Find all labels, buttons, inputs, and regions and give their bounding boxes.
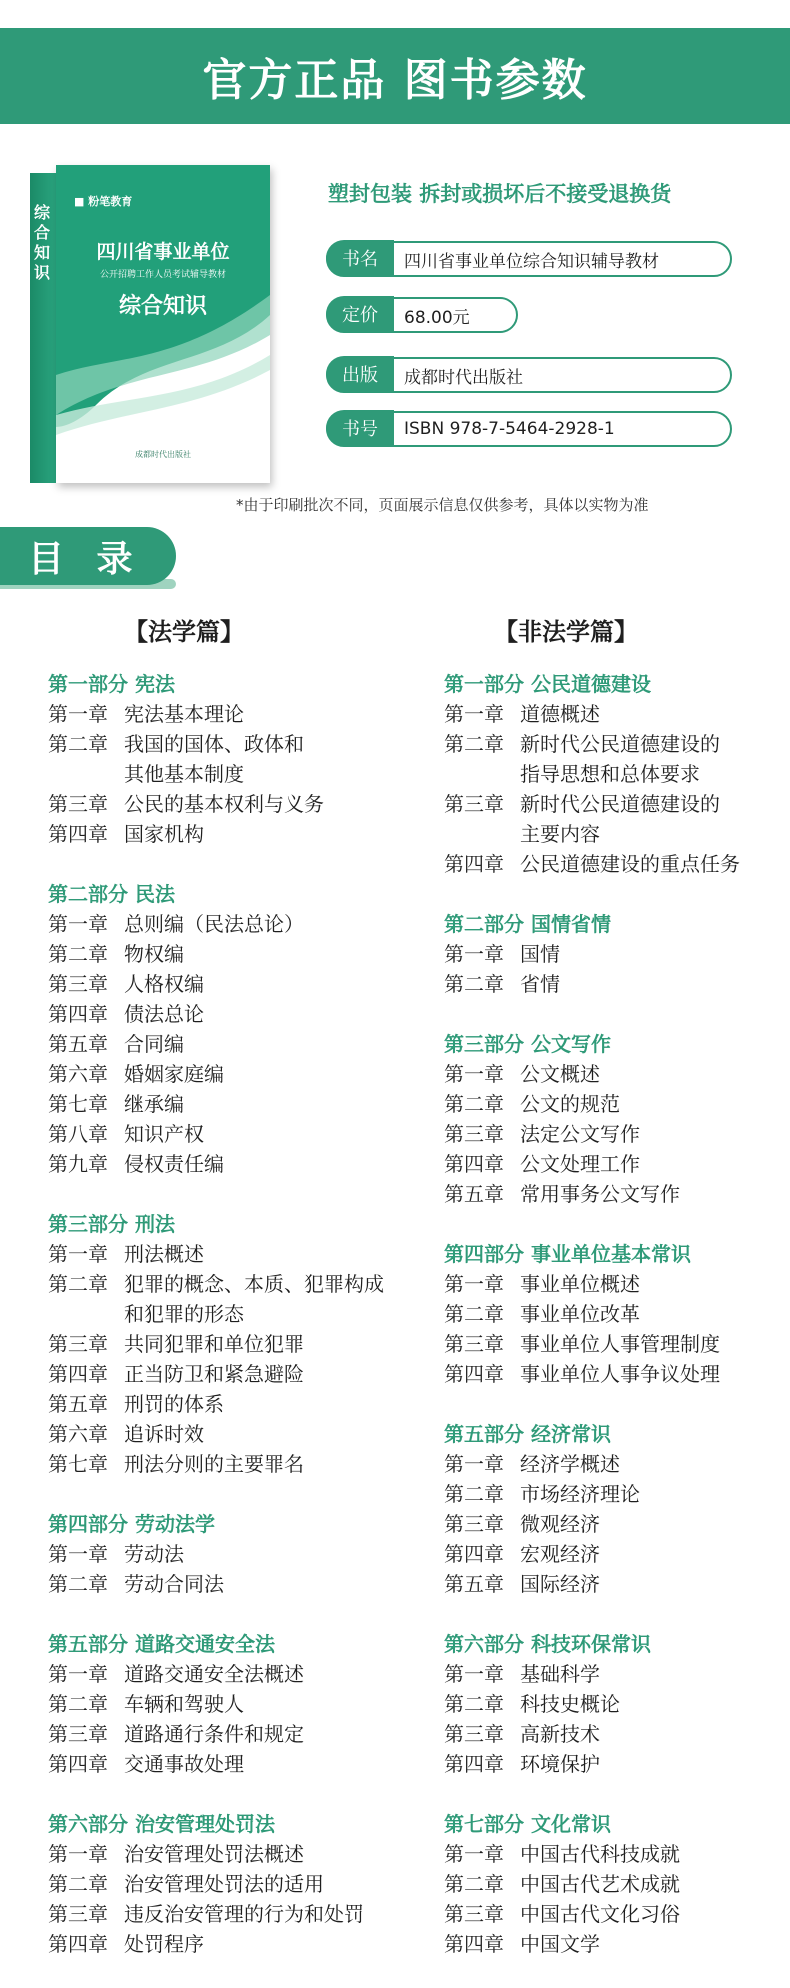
chapter-number: 第一章 [444,1662,504,1686]
chapter-number: 第四章 [444,1152,504,1176]
chapter-row [444,1689,784,1719]
book-main-title: 综合知识 [118,294,207,319]
chapter-title: 公文的规范 [520,1092,620,1116]
toc-part [444,1419,784,1599]
book-publisher: 成都时代出版社 [135,450,191,459]
chapter-number: 第二章 [444,732,504,756]
chapter-title: 事业单位概述 [520,1272,640,1296]
chapter-title: 高新技术 [520,1722,600,1746]
info-label: 出版 [326,356,394,392]
chapter-number: 第四章 [444,852,504,876]
chapter-row [48,789,428,819]
info-value: 四川省事业单位综合知识辅导教材 [404,251,659,272]
info-label: 定价 [326,296,394,332]
chapter-title: 法定公文写作 [520,1122,640,1146]
chapter-number: 第五章 [48,1392,108,1416]
chapter-number: 第一章 [48,1542,108,1566]
chapter-number: 第二章 [48,1272,108,1296]
chapter-row [48,1869,428,1899]
chapter-number: 第五章 [48,1032,108,1056]
chapter-title: 中国古代艺术成就 [520,1872,680,1896]
book-spine-text: 综合知识 [34,203,51,282]
chapter-number: 第四章 [48,1002,108,1026]
chapter-title: 共同犯罪和单位犯罪 [124,1332,304,1356]
chapter-row [48,1389,428,1419]
chapter-title: 道路交通安全法概述 [124,1662,304,1686]
part-title: 第四部分 劳动法学 [48,1512,215,1536]
chapter-title: 犯罪的概念、本质、犯罪构成 和犯罪的形态 [124,1272,384,1326]
toc-part [48,1209,428,1479]
chapter-number: 第四章 [444,1932,504,1956]
chapter-row [444,789,784,849]
chapter-number: 第四章 [444,1752,504,1776]
chapter-row [48,699,428,729]
chapter-number: 第一章 [48,912,108,936]
chapter-row [444,1149,784,1179]
chapter-title: 合同编 [124,1032,184,1056]
chapter-title: 新时代公民道德建设的 指导思想和总体要求 [520,732,720,786]
chapter-number: 第三章 [48,972,108,996]
part-list [444,669,784,1959]
chapter-row [444,939,784,969]
book-cover [30,165,270,483]
part-title: 第一部分 宪法 [48,672,175,696]
top-band [0,0,790,28]
chapter-number: 第三章 [444,1332,504,1356]
chapter-title: 经济学概述 [520,1452,620,1476]
chapter-number: 第四章 [444,1362,504,1386]
chapter-row [48,1749,428,1779]
chapter-title: 追诉时效 [124,1422,204,1446]
info-value: 成都时代出版社 [404,367,523,388]
part-title: 第三部分 公文写作 [444,1032,611,1056]
info-value: 68.00元 [404,307,470,328]
chapter-title: 婚姻家庭编 [124,1062,224,1086]
chapter-number: 第二章 [48,1692,108,1716]
chapter-number: 第三章 [444,792,504,816]
chapter-row [444,1359,784,1389]
chapter-title: 处罚程序 [124,1932,204,1956]
chapter-title: 继承编 [124,1092,184,1116]
chapter-title: 公民道德建设的重点任务 [520,852,740,876]
chapter-row [48,1119,428,1149]
chapter-number: 第六章 [48,1422,108,1446]
toc-part [444,669,784,879]
chapter-number: 第七章 [48,1092,108,1116]
chapter-title: 公文概述 [520,1062,600,1086]
info-label: 书号 [326,410,394,446]
chapter-title: 人格权编 [124,972,204,996]
chapter-title: 道路通行条件和规定 [124,1722,304,1746]
part-title: 第二部分 国情省情 [444,912,611,936]
chapter-number: 第七章 [48,1452,108,1476]
chapter-number: 第三章 [444,1722,504,1746]
chapter-title: 市场经济理论 [520,1482,640,1506]
chapter-number: 第二章 [444,1482,504,1506]
chapter-row [444,1299,784,1329]
info-row-isbn [326,411,732,447]
book-front [56,165,270,483]
part-title: 第二部分 民法 [48,882,175,906]
chapter-number: 第二章 [48,1572,108,1596]
chapter-title: 事业单位人事管理制度 [520,1332,720,1356]
chapter-row [444,1089,784,1119]
column-title: 【非法学篇】 [494,618,638,646]
chapter-title: 刑法分则的主要罪名 [124,1452,304,1476]
toc-part [444,1809,784,1959]
chapter-row [444,1449,784,1479]
chapter-title: 事业单位改革 [520,1302,640,1326]
chapter-row [48,1029,428,1059]
book-title: 四川省事业单位 [96,241,230,263]
part-title: 第三部分 刑法 [48,1212,175,1236]
chapter-title: 车辆和驾驶人 [124,1692,244,1716]
chapter-row [48,969,428,999]
chapter-row [48,1719,428,1749]
chapter-row [48,1239,428,1269]
chapter-number: 第一章 [48,1842,108,1866]
chapter-title: 微观经济 [520,1512,600,1536]
chapter-row [48,1449,428,1479]
disclaimer: *由于印刷批次不同，页面展示信息仅供参考，具体以实物为准 [236,496,649,514]
part-list [48,669,428,1959]
chapter-row [444,1569,784,1599]
chapter-title: 刑罚的体系 [124,1392,224,1416]
chapter-number: 第五章 [444,1182,504,1206]
chapter-row [444,969,784,999]
toc-tab [0,527,176,585]
chapter-row [444,1659,784,1689]
chapter-number: 第一章 [444,942,504,966]
chapter-title: 宏观经济 [520,1542,600,1566]
chapter-title: 中国古代科技成就 [520,1842,680,1866]
chapter-title: 我国的国体、政体和 其他基本制度 [124,732,304,786]
chapter-row [444,1749,784,1779]
chapter-row [444,1539,784,1569]
chapter-row [444,1869,784,1899]
packaging-notice: 塑封包装 拆封或损坏后不接受退换货 [328,182,672,206]
chapter-number: 第八章 [48,1122,108,1146]
header-title: 官方正品 图书参数 [202,55,588,106]
info-value: ISBN 978-7-5464-2928-1 [404,419,615,439]
chapter-number: 第二章 [444,1692,504,1716]
chapter-title: 刑法概述 [124,1242,204,1266]
chapter-row [444,1899,784,1929]
chapter-row [48,1089,428,1119]
book-logo: ■ 粉笔教育 [74,195,133,208]
chapter-number: 第四章 [48,822,108,846]
toc-part [444,1629,784,1779]
chapter-row [444,1479,784,1509]
part-title: 第一部分 公民道德建设 [444,672,651,696]
part-title: 第四部分 事业单位基本常识 [444,1242,691,1266]
chapter-number: 第一章 [444,1842,504,1866]
chapter-row [48,909,428,939]
chapter-number: 第一章 [48,702,108,726]
chapter-number: 第一章 [48,1662,108,1686]
chapter-title: 治安管理处罚法概述 [124,1842,304,1866]
chapter-row [444,1329,784,1359]
chapter-row [48,939,428,969]
chapter-title: 宪法基本理论 [124,702,244,726]
chapter-number: 第一章 [444,702,504,726]
chapter-title: 常用事务公文写作 [520,1182,680,1206]
chapter-title: 新时代公民道德建设的 主要内容 [520,792,720,846]
chapter-row [48,1929,428,1959]
chapter-title: 环境保护 [520,1752,600,1776]
chapter-row [48,1419,428,1449]
info-row-book-name [326,241,732,277]
chapter-number: 第四章 [48,1362,108,1386]
part-title: 第六部分 治安管理处罚法 [48,1812,275,1836]
chapter-row [444,1269,784,1299]
chapter-row [48,999,428,1029]
chapter-number: 第六章 [48,1062,108,1086]
chapter-row [48,1149,428,1179]
toc-part [444,909,784,999]
info-row-price [326,297,518,333]
chapter-title: 总则编（民法总论） [124,912,304,936]
header-banner [0,28,790,124]
chapter-title: 劳动合同法 [124,1572,224,1596]
chapter-row [48,1269,428,1329]
chapter-number: 第三章 [48,792,108,816]
chapter-title: 劳动法 [124,1542,184,1566]
book-subtitle: 公开招聘工作人员考试辅导教材 [99,270,226,280]
chapter-title: 基础科学 [520,1662,600,1686]
chapter-number: 第二章 [48,942,108,966]
chapter-title: 公民的基本权利与义务 [124,792,324,816]
chapter-title: 中国古代文化习俗 [520,1902,680,1926]
chapter-number: 第一章 [444,1062,504,1086]
toc-part [48,669,428,849]
chapter-row [48,1569,428,1599]
chapter-title: 中国文学 [520,1932,600,1956]
chapter-row [48,1689,428,1719]
chapter-row [444,729,784,789]
chapter-row [48,1899,428,1929]
chapter-row [48,1839,428,1869]
chapter-number: 第三章 [48,1902,108,1926]
chapter-row [48,819,428,849]
chapter-row [48,1359,428,1389]
book-wave-graphic [56,165,270,483]
chapter-number: 第三章 [444,1902,504,1926]
chapter-number: 第三章 [48,1332,108,1356]
toc-part [444,1239,784,1389]
chapter-title: 省情 [520,972,560,996]
chapter-number: 第二章 [48,732,108,756]
column-title: 【法学篇】 [124,618,244,646]
chapter-row [444,1719,784,1749]
chapter-number: 第一章 [444,1272,504,1296]
chapter-number: 第三章 [444,1122,504,1146]
chapter-row [444,849,784,879]
chapter-title: 交通事故处理 [124,1752,244,1776]
chapter-number: 第二章 [444,972,504,996]
chapter-title: 科技史概论 [520,1692,620,1716]
chapter-row [48,1659,428,1689]
chapter-title: 公文处理工作 [520,1152,640,1176]
chapter-number: 第三章 [48,1722,108,1746]
part-title: 第六部分 科技环保常识 [444,1632,651,1656]
toc-column-law [48,612,428,1988]
chapter-row [444,1119,784,1149]
chapter-row [444,699,784,729]
chapter-row [444,1929,784,1959]
chapter-row [444,1179,784,1209]
chapter-row [444,1509,784,1539]
toc-part [48,1509,428,1599]
chapter-title: 侵权责任编 [124,1152,224,1176]
chapter-title: 道德概述 [520,702,600,726]
info-row-publisher [326,357,732,393]
toc-part [444,1029,784,1209]
chapter-row [48,729,428,789]
chapter-row [48,1329,428,1359]
chapter-row [444,1059,784,1089]
chapter-title: 国家机构 [124,822,204,846]
chapter-number: 第五章 [444,1572,504,1596]
chapter-number: 第四章 [48,1752,108,1776]
toc-column-non-law [444,612,784,1988]
chapter-row [48,1059,428,1089]
chapter-number: 第四章 [48,1932,108,1956]
chapter-number: 第一章 [48,1242,108,1266]
info-label: 书名 [326,240,394,276]
chapter-title: 知识产权 [124,1122,204,1146]
toc-title: 目 录 [28,538,143,580]
part-title: 第五部分 经济常识 [444,1422,611,1446]
chapter-number: 第三章 [444,1512,504,1536]
chapter-title: 治安管理处罚法的适用 [124,1872,324,1896]
chapter-row [444,1839,784,1869]
chapter-title: 国情 [520,942,560,966]
book-spine [30,173,56,483]
chapter-number: 第二章 [48,1872,108,1896]
chapter-number: 第九章 [48,1152,108,1176]
chapter-title: 物权编 [124,942,184,966]
part-title: 第五部分 道路交通安全法 [48,1632,275,1656]
chapter-title: 正当防卫和紧急避险 [124,1362,304,1386]
chapter-number: 第四章 [444,1542,504,1566]
chapter-title: 事业单位人事争议处理 [520,1362,720,1386]
toc-part [48,879,428,1179]
chapter-number: 第二章 [444,1302,504,1326]
chapter-row [48,1539,428,1569]
chapter-title: 违反治安管理的行为和处罚 [124,1902,364,1926]
chapter-number: 第二章 [444,1092,504,1116]
chapter-title: 国际经济 [520,1572,600,1596]
chapter-title: 债法总论 [124,1002,204,1026]
toc-part [48,1629,428,1779]
chapter-number: 第二章 [444,1872,504,1896]
toc-part [48,1809,428,1959]
part-title: 第七部分 文化常识 [444,1812,611,1836]
chapter-number: 第一章 [444,1452,504,1476]
